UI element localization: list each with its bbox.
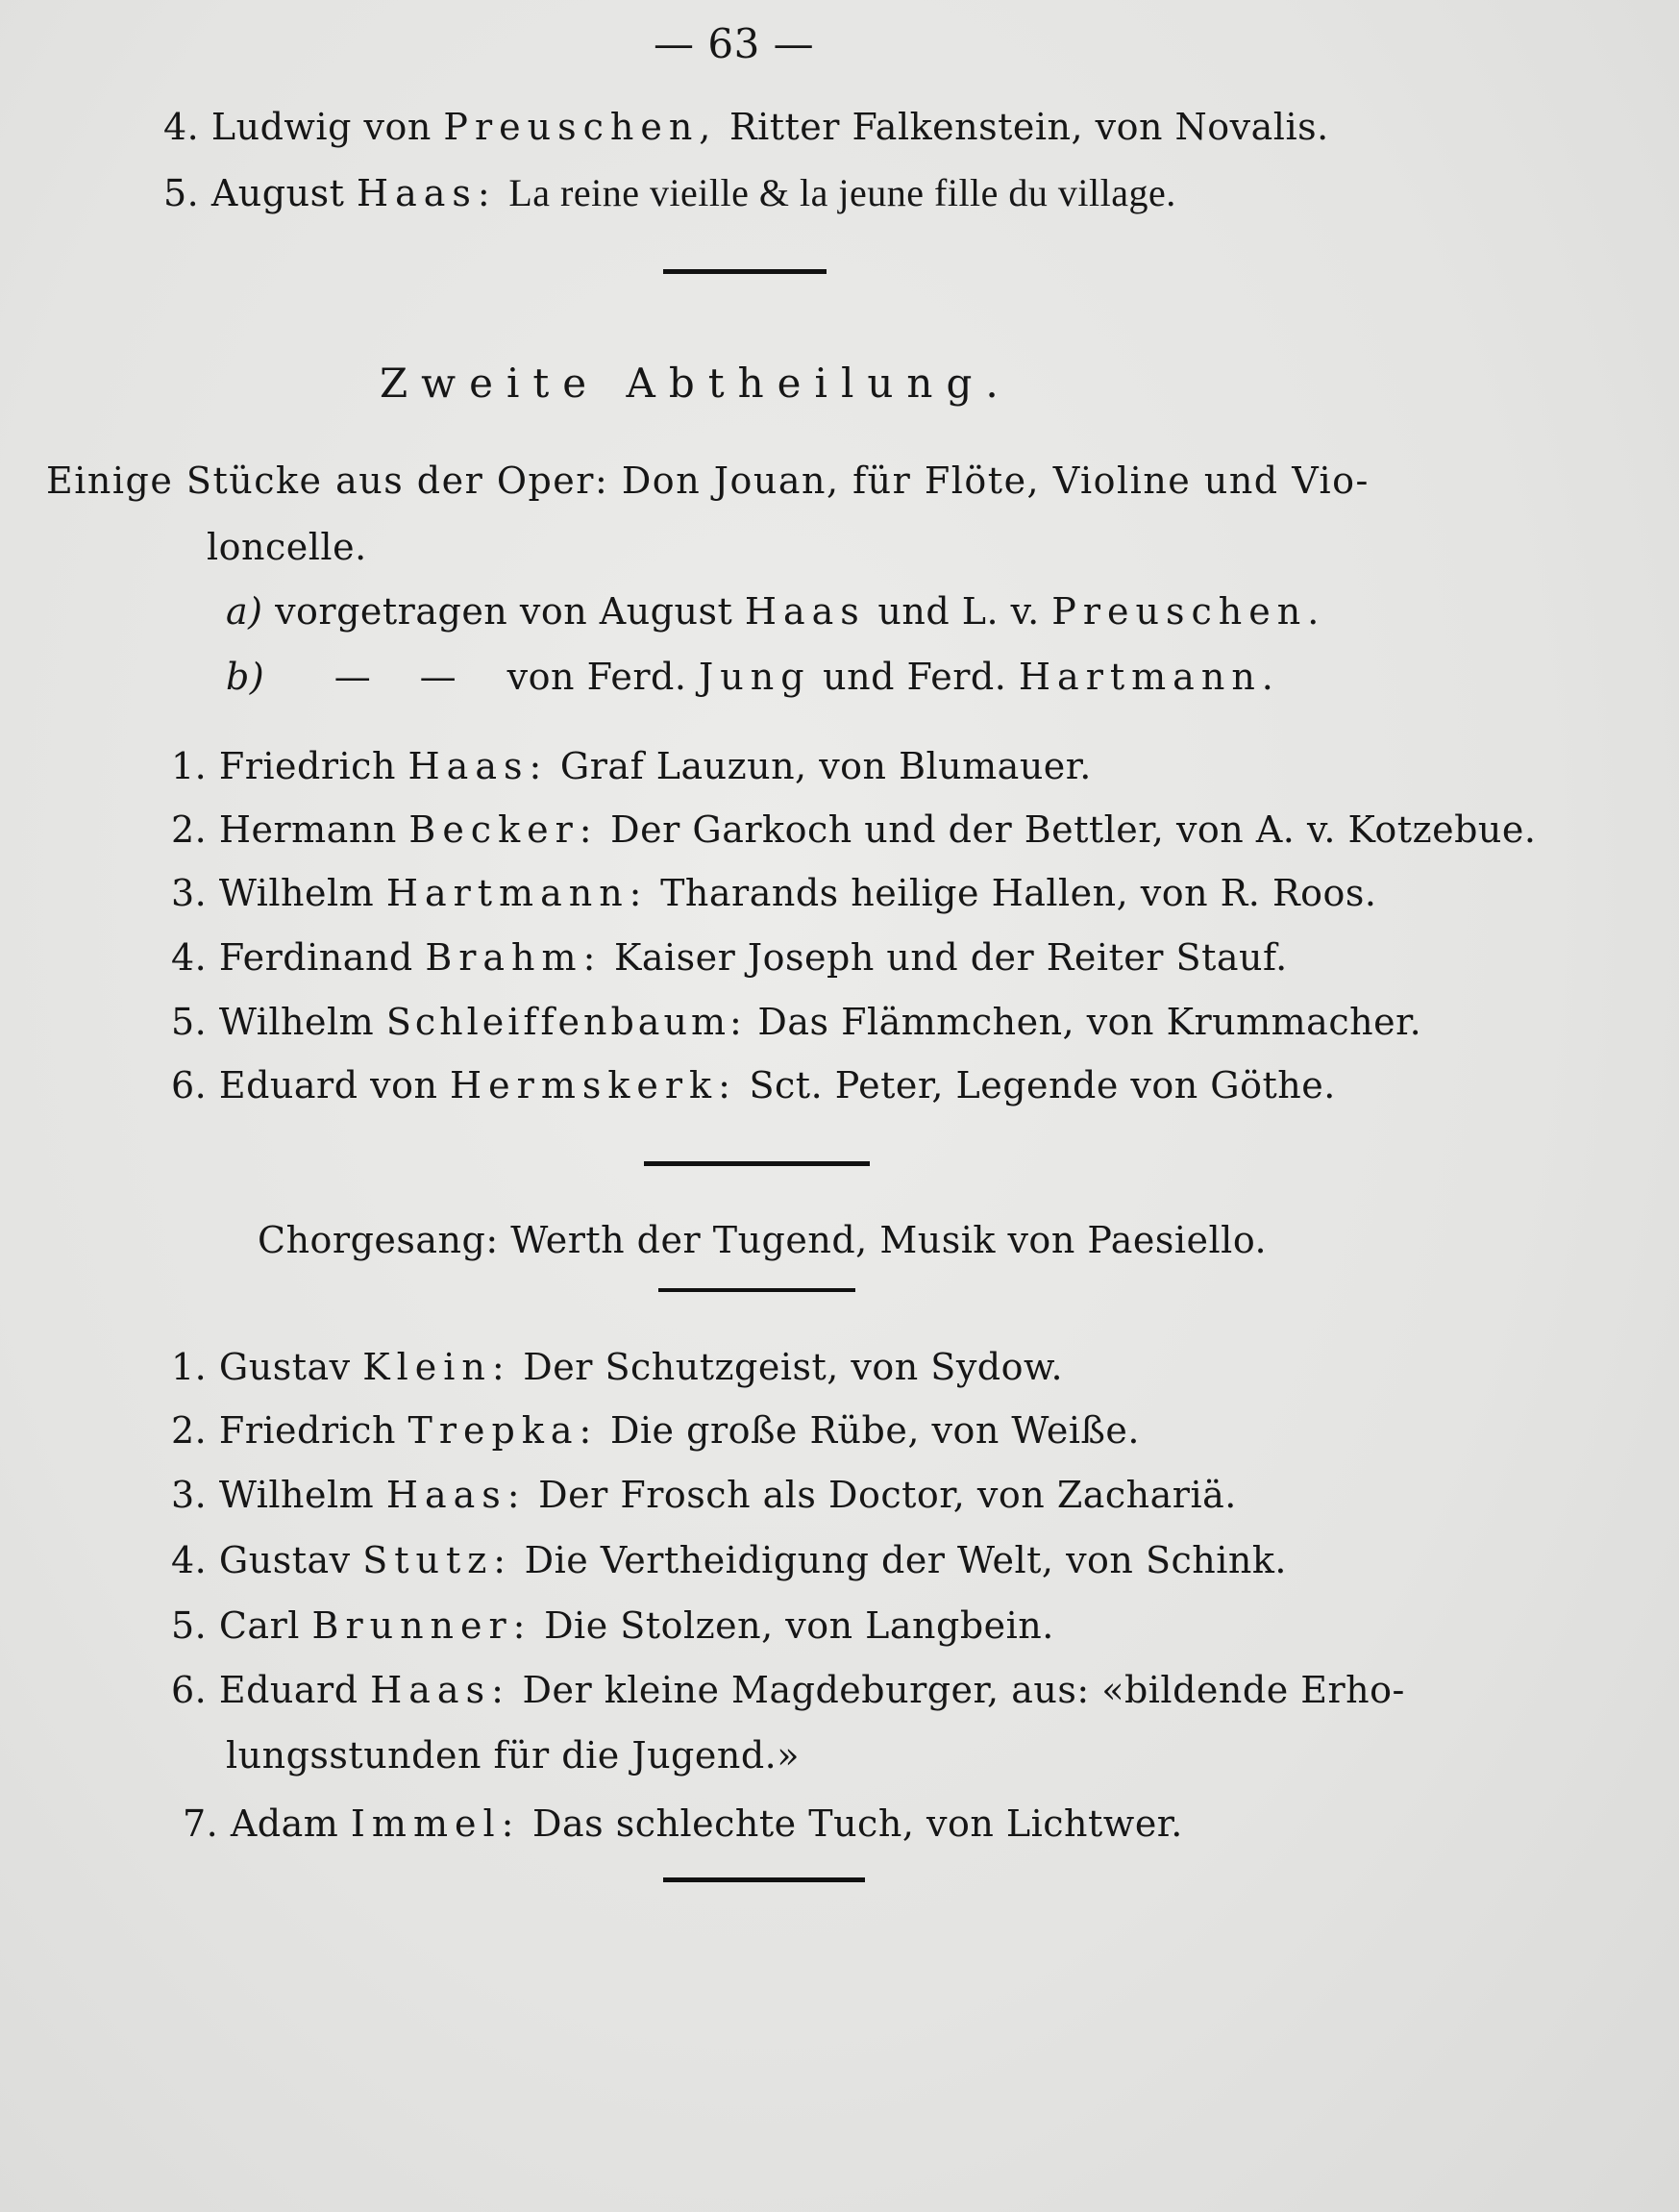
intro-variant-b [226,654,1280,700]
performer-name: Eduard von [218,1064,438,1106]
section-divider [658,1288,855,1292]
performer-name: August [210,172,345,214]
work-title: Das schlechte Tuch, von Lichtwer. [532,1802,1183,1845]
performer-surname: Jung [699,656,811,698]
list-item [163,170,1176,216]
performer-surname: Haas: [407,745,549,787]
item-number: 7. [183,1802,219,1845]
performer-surname: Haas [744,590,866,633]
variant-text: und Ferd. [823,656,1007,698]
intro-line-continuation: loncelle. [207,526,367,568]
performer-surname: Klein: [362,1346,511,1388]
work-title: Der Schutzgeist, von Sydow. [523,1346,1064,1388]
item-number: 1. [171,745,208,787]
performer-name: Hermann [218,808,397,851]
performer-name: Ferdinand [218,936,413,979]
variant-text: von Ferd. [506,656,687,698]
performer-surname: Immel: [350,1802,521,1845]
item-number: 6. [171,1669,208,1711]
item-number: 4. [171,936,208,979]
performer-name: Ludwig von [210,106,432,148]
work-title: Der kleine Magdeburger, aus: «bildende Erho- [522,1669,1405,1711]
variant-text: und L. v. [877,590,1040,633]
ditto-dashes: — — [333,656,457,698]
performer-name: Eduard [218,1669,358,1711]
list-item [171,999,1421,1045]
list-item [171,1344,1063,1390]
list-item [171,1472,1237,1518]
item-number: 5. [171,1001,208,1043]
performer-name: Gustav [218,1346,351,1388]
performer-name: Adam [230,1802,339,1845]
section-divider [663,1877,865,1882]
item-number: 4. [163,106,200,148]
performer-name: Gustav [218,1539,351,1581]
performer-surname: Brahm: [425,936,603,979]
intro-variant-a [226,588,1325,634]
performer-name: Wilhelm [218,1001,375,1043]
performer-surname: Haas: [385,1474,527,1516]
work-title: Der Garkoch und der Bettler, von A. v. Kotzebue. [610,808,1537,851]
item-number: 4. [171,1539,208,1581]
variant-text: vorgetragen von August [275,590,733,633]
performer-name: Friedrich [218,745,396,787]
item-number: 6. [171,1064,208,1106]
item-number: 3. [171,872,208,914]
list-item [171,743,1092,789]
performer-surname: Haas: [356,172,497,214]
variant-label: b) [226,656,265,698]
section-divider [644,1161,870,1166]
list-item [171,1407,1140,1454]
list-item [171,1537,1287,1583]
performer-name: Wilhelm [218,1474,375,1516]
section-divider [663,269,827,274]
list-item [183,1801,1183,1847]
list-item [171,934,1288,981]
list-item [171,1667,1405,1713]
performer-name: Friedrich [218,1409,396,1452]
performer-surname: Becker: [408,808,599,851]
performer-surname: Haas: [370,1669,510,1711]
performer-surname: Preuschen, [443,106,718,148]
performer-surname: Stutz: [362,1539,513,1581]
item-number: 2. [171,1409,208,1452]
work-title: Ritter Falkenstein, von Novalis. [728,106,1329,148]
work-title: Der Frosch als Doctor, von Zachariä. [538,1474,1237,1516]
list-item [171,1062,1336,1108]
item-number: 5. [163,172,200,214]
chorus-line: Chorgesang: Werth der Tugend, Musik von Paesiello. [258,1219,1268,1261]
performer-surname: Hartmann. [1018,656,1280,698]
work-title: Tharands heilige Hallen, von R. Roos. [660,872,1377,914]
item-number: 3. [171,1474,208,1516]
list-item-continuation: lungsstunden für die Jugend.» [226,1734,800,1777]
work-title: Die große Rübe, von Weiße. [609,1409,1140,1452]
work-title: Kaiser Joseph und der Reiter Stauf. [613,936,1288,979]
performer-surname: Trepka: [407,1409,599,1452]
list-item [163,104,1329,150]
performer-surname: Hermskerk: [450,1064,737,1106]
page-number: — 63 — [654,20,815,67]
performer-surname: Preuschen. [1051,590,1326,633]
item-number: 5. [171,1604,208,1647]
work-title: Graf Lauzun, von Blumauer. [559,745,1092,787]
work-title: Die Stolzen, von Langbein. [544,1604,1054,1647]
item-number: 2. [171,808,208,851]
work-title: La reine vieille & la jeune fille du village. [508,171,1176,214]
performer-name: Wilhelm [218,872,375,914]
work-title: Das Flämmchen, von Krummacher. [757,1001,1422,1043]
performer-name: Carl [218,1604,300,1647]
list-item [171,807,1536,853]
item-number: 1. [171,1346,208,1388]
work-title: Sct. Peter, Legende von Göthe. [749,1064,1336,1106]
section-heading: Zweite Abtheilung. [380,360,1012,407]
list-item [171,870,1376,916]
work-title: Die Vertheidigung der Welt, von Schink. [524,1539,1287,1581]
variant-label: a) [226,590,263,633]
performer-surname: Hartmann: [385,872,649,914]
performer-surname: Schleiffenbaum: [385,1001,746,1043]
list-item [171,1603,1054,1649]
performer-surname: Brunner: [311,1604,532,1647]
intro-line: Einige Stücke aus der Oper: Don Jouan, für Flöte, Violine und Vio- [46,460,1370,502]
